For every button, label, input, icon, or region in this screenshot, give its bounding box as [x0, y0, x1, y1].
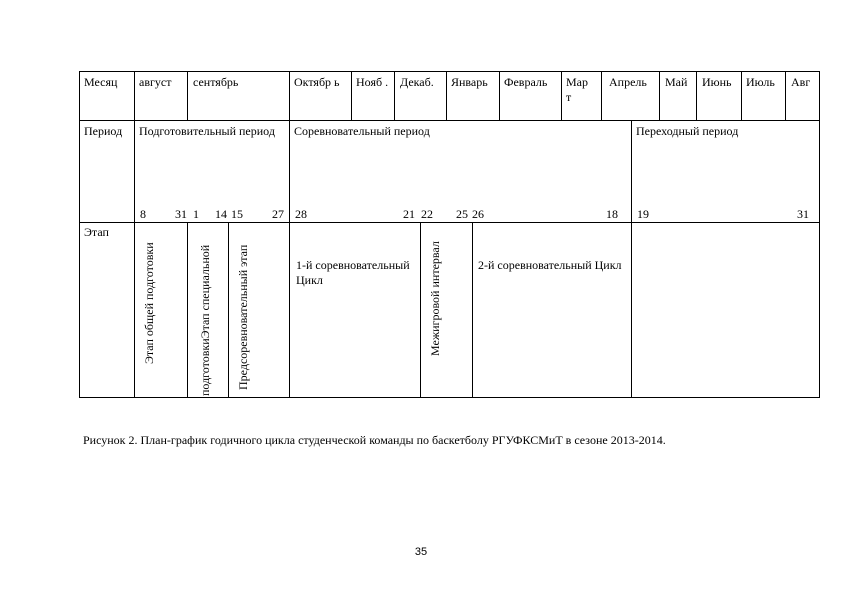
date-label: 15: [231, 207, 243, 221]
month-divider: [741, 71, 742, 120]
page-number: 35: [414, 546, 428, 558]
month-cell: Мар т: [566, 75, 588, 104]
month-cell: Февраль: [504, 75, 548, 89]
month-cell: Апрель: [609, 75, 647, 89]
month-divider: [289, 71, 290, 120]
date-label: 21: [403, 207, 415, 221]
stage-divider: [420, 222, 421, 397]
month-cell: Январь: [451, 75, 488, 89]
date-label: 22: [421, 207, 433, 221]
period-transitional: Переходный период: [636, 124, 739, 138]
month-divider: [499, 71, 500, 120]
month-cell: август: [139, 75, 172, 89]
date-label: 31: [797, 207, 809, 221]
month-cell: Июль: [746, 75, 775, 89]
table-bottom-border: [79, 397, 820, 398]
stage-intergame-interval: Межигровой интервал: [428, 241, 442, 356]
date-label: 1: [193, 207, 199, 221]
stage-special-preparation: подготовкиЭтап специальной: [198, 244, 212, 396]
period-divider: [631, 120, 632, 222]
stage-general-preparation: Этап общей подготовки: [142, 242, 156, 364]
stage-divider: [472, 222, 473, 397]
period-preparatory: Подготовительный период: [139, 124, 275, 138]
stage-competitive-cycle-2-text: 2-й соревновательный Цикл: [478, 258, 622, 272]
month-row-label: Месяц: [84, 75, 118, 89]
month-divider: [394, 71, 395, 120]
figure-caption: Рисунок 2. План-график годичного цикла студенческой команды по баскетболу РГУФКСМиТ в сезоне 2013-2014.: [83, 433, 666, 447]
stage-divider: [631, 222, 632, 397]
month-divider: [351, 71, 352, 120]
month-divider: [601, 71, 602, 120]
date-label: 8: [140, 207, 146, 221]
date-label: 31: [175, 207, 187, 221]
month-cell: Нояб .: [356, 75, 389, 89]
date-label: 28: [295, 207, 307, 221]
stage-divider: [187, 222, 188, 397]
table-right-border: [819, 71, 820, 397]
stage-row-label: Этап: [84, 225, 109, 239]
date-label: 18: [606, 207, 618, 221]
row-divider-period: [79, 222, 820, 223]
row-divider-month: [79, 120, 820, 121]
month-cell: сентябрь: [193, 75, 239, 89]
date-label: 14: [215, 207, 227, 221]
period-divider: [289, 120, 290, 222]
table-top-border: [79, 71, 820, 72]
month-divider: [561, 71, 562, 120]
month-divider: [785, 71, 786, 120]
stage-competitive-cycle-1: 1-й соревновательный Цикл: [296, 258, 410, 287]
period-row-label: Период: [84, 124, 123, 138]
table-left-border: [79, 71, 80, 397]
month-divider: [696, 71, 697, 120]
period-competitive: Соревновательный период: [294, 124, 430, 138]
month-divider: [659, 71, 660, 120]
month-cell: Май: [665, 75, 688, 89]
date-label: 19: [637, 207, 649, 221]
stage-competitive-cycle-2: [478, 258, 626, 273]
stage-precompetitive: Предсоревновательный этап: [236, 244, 250, 390]
stage-divider: [289, 222, 290, 397]
month-cell: Июнь: [702, 75, 732, 89]
month-divider: [446, 71, 447, 120]
label-column-divider: [134, 71, 135, 397]
stage-divider: [228, 222, 229, 397]
month-divider: [187, 71, 188, 120]
month-cell: Октябр ь: [294, 75, 340, 89]
date-label: 27: [272, 207, 284, 221]
date-label: 26: [472, 207, 484, 221]
month-cell: Декаб.: [400, 75, 434, 89]
month-cell: Авг: [791, 75, 811, 89]
date-label: 25: [456, 207, 468, 221]
